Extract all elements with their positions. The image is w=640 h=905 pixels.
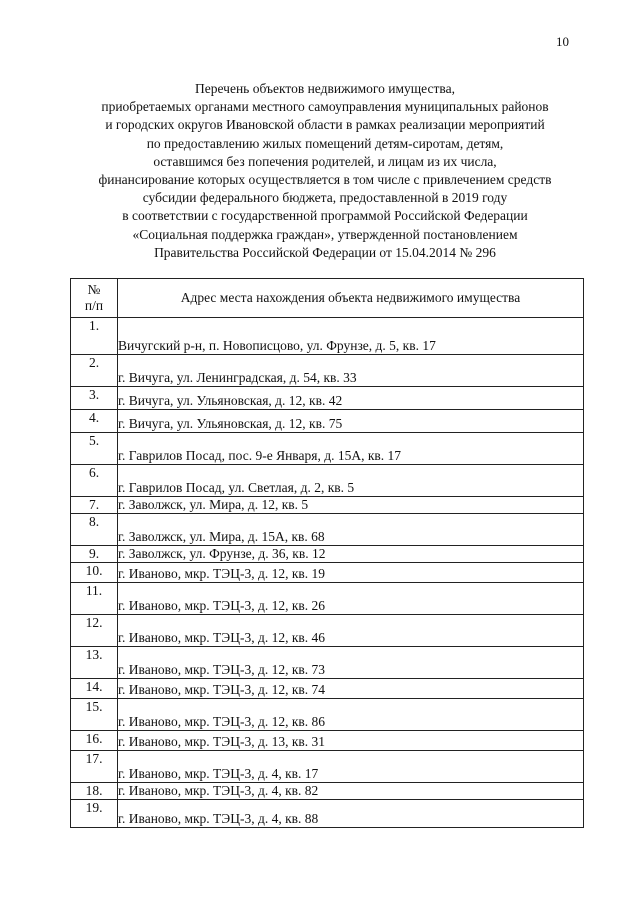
row-address: г. Заволжск, ул. Мира, д. 15А, кв. 68 <box>118 514 584 546</box>
title-line: оставшимся без попечения родителей, и лицам из их числа, <box>153 153 497 169</box>
row-number: 3. <box>71 387 118 410</box>
table-row <box>71 355 584 387</box>
row-number: 18. <box>71 783 118 800</box>
title-line: субсидии федерального бюджета, предоставленной в 2019 году <box>142 190 508 206</box>
row-number: 10. <box>71 563 118 583</box>
row-number: 12. <box>71 615 118 647</box>
table-row <box>71 465 584 497</box>
table-row <box>71 563 584 583</box>
row-number: 19. <box>71 800 118 828</box>
title-line: в соответствии с государственной программой Российской Федерации <box>122 208 528 224</box>
table-row <box>71 615 584 647</box>
row-address: г. Заволжск, ул. Мира, д. 12, кв. 5 <box>118 497 584 514</box>
table-row <box>71 731 584 751</box>
table-row <box>71 387 584 410</box>
table-row <box>71 699 584 731</box>
title-line: и городских округов Ивановской области в рамках реализации мероприятий <box>105 117 545 133</box>
title-line: Перечень объектов недвижимого имущества, <box>195 81 455 96</box>
title-line: по предоставлению жилых помещений детям-сиротам, детям, <box>146 135 504 151</box>
header-number-symbol: № <box>87 282 101 297</box>
title-line: финансирование которых осуществляется в том числе с привлечением средств <box>98 172 552 188</box>
table-row <box>71 514 584 546</box>
row-number: 15. <box>71 699 118 731</box>
row-address: г. Иваново, мкр. ТЭЦ-3, д. 4, кв. 82 <box>118 783 584 800</box>
row-number: 13. <box>71 647 118 679</box>
row-address: г. Иваново, мкр. ТЭЦ-3, д. 12, кв. 73 <box>118 647 584 679</box>
page-number: 10 <box>556 34 569 49</box>
row-address: г. Иваново, мкр. ТЭЦ-3, д. 12, кв. 46 <box>118 615 584 647</box>
row-address: г. Вичуга, ул. Ленинградская, д. 54, кв. 33 <box>118 355 584 387</box>
property-table <box>70 278 584 828</box>
row-number: 5. <box>71 433 118 465</box>
row-number: 2. <box>71 355 118 387</box>
row-address: г. Иваново, мкр. ТЭЦ-3, д. 13, кв. 31 <box>118 731 584 751</box>
row-number: 1. <box>71 318 118 355</box>
header-address-cell: Адрес места нахождения объекта недвижимого имущества <box>118 279 584 318</box>
row-address: Вичугский р-н, п. Новописцово, ул. Фрунзе, д. 5, кв. 17 <box>118 318 584 355</box>
title-line: Правительства Российской Федерации от 15.04.2014 № 296 <box>154 244 496 260</box>
table-row <box>71 783 584 800</box>
row-number: 8. <box>71 514 118 546</box>
row-address: г. Иваново, мкр. ТЭЦ-3, д. 12, кв. 26 <box>118 583 584 615</box>
row-number: 7. <box>71 497 118 514</box>
row-number: 16. <box>71 731 118 751</box>
row-address: г. Иваново, мкр. ТЭЦ-3, д. 12, кв. 19 <box>118 563 584 583</box>
row-number: 6. <box>71 465 118 497</box>
row-address: г. Заволжск, ул. Фрунзе, д. 36, кв. 12 <box>118 546 584 563</box>
row-number: 4. <box>71 410 118 433</box>
row-number: 9. <box>71 546 118 563</box>
table-row <box>71 800 584 828</box>
table-header-row <box>71 279 584 318</box>
table-row <box>71 583 584 615</box>
table-row <box>71 679 584 699</box>
table-row <box>71 433 584 465</box>
row-number: 11. <box>71 583 118 615</box>
header-number-cell <box>71 279 118 318</box>
table-row <box>71 497 584 514</box>
title-line: приобретаемых органами местного самоуправления муниципальных районов <box>101 99 549 115</box>
row-address: г. Иваново, мкр. ТЭЦ-3, д. 12, кв. 86 <box>118 699 584 731</box>
row-address: г. Вичуга, ул. Ульяновская, д. 12, кв. 75 <box>118 410 584 433</box>
header-number-abbr: п/п <box>84 298 104 313</box>
table-row <box>71 751 584 783</box>
row-address: г. Иваново, мкр. ТЭЦ-3, д. 4, кв. 88 <box>118 800 584 828</box>
row-number: 14. <box>71 679 118 699</box>
row-address: г. Иваново, мкр. ТЭЦ-3, д. 12, кв. 74 <box>118 679 584 699</box>
row-number: 17. <box>71 751 118 783</box>
row-address: г. Гаврилов Посад, ул. Светлая, д. 2, кв. 5 <box>118 465 584 497</box>
table-row <box>71 410 584 433</box>
table-row <box>71 546 584 563</box>
row-address: г. Гаврилов Посад, пос. 9-е Января, д. 15А, кв. 17 <box>118 433 584 465</box>
table-row <box>71 318 584 355</box>
title-line: «Социальная поддержка граждан», утвержденной постановлением <box>132 226 518 242</box>
table-row <box>71 647 584 679</box>
document-title <box>40 80 610 262</box>
row-address: г. Вичуга, ул. Ульяновская, д. 12, кв. 42 <box>118 387 584 410</box>
row-address: г. Иваново, мкр. ТЭЦ-3, д. 4, кв. 17 <box>118 751 584 783</box>
